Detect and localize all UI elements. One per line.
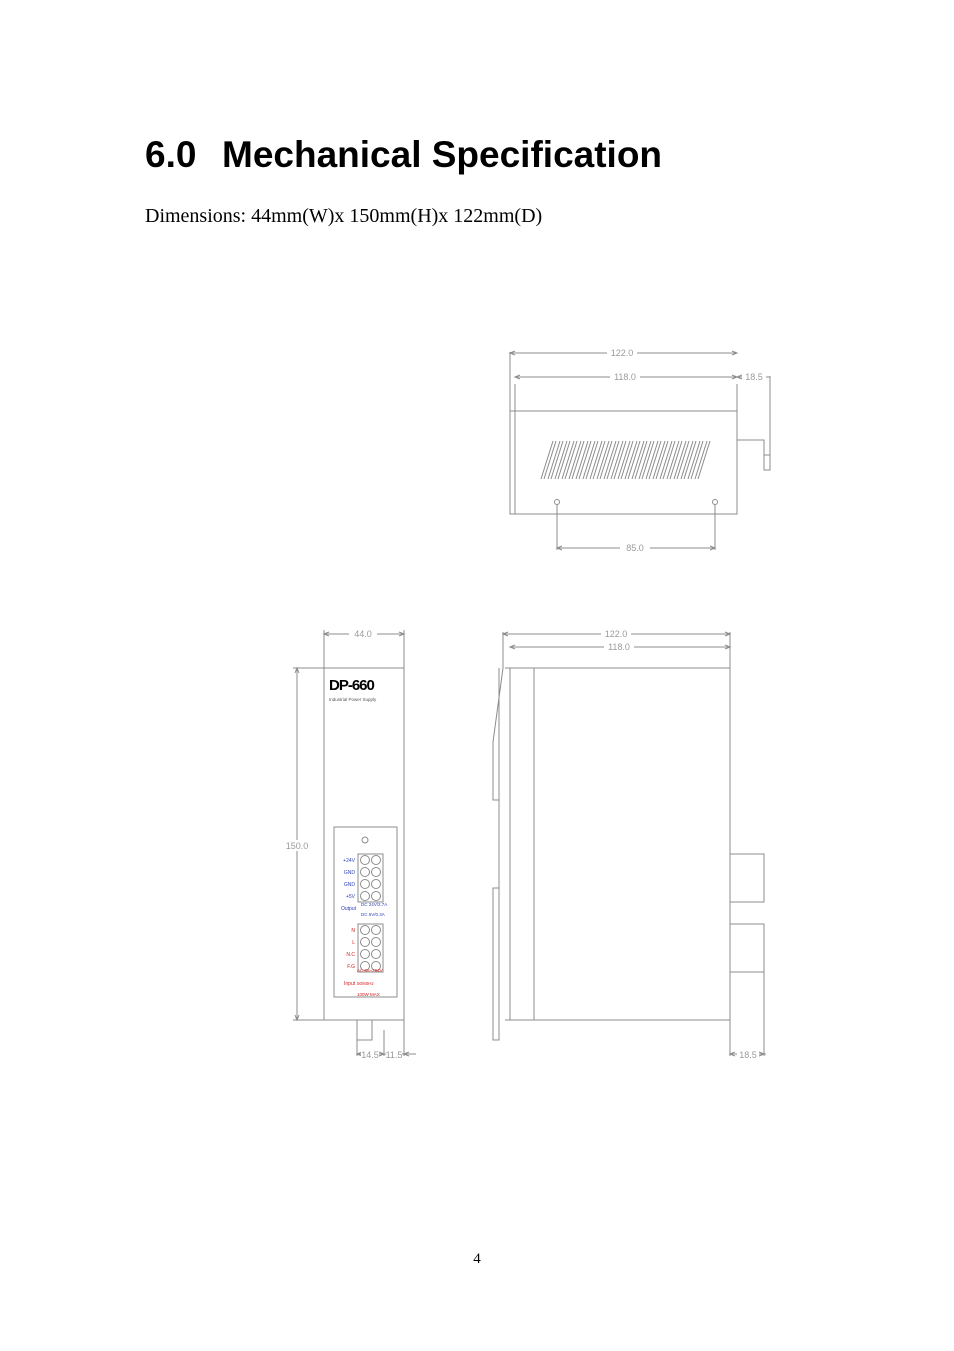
section-title: Mechanical Specification: [222, 134, 663, 175]
terminal-screw-icon: [372, 950, 381, 959]
terminal-screw-icon: [372, 868, 381, 877]
output-terminal-label: +5V: [345, 894, 355, 900]
front-dim-width: 44.0: [354, 629, 372, 639]
output-terminal-block: [358, 854, 383, 902]
terminal-screw-icon: [361, 950, 370, 959]
brand-subtitle: Industrial Power Supply: [329, 697, 377, 702]
terminal-screw-icon: [372, 926, 381, 935]
side-dim-connector: 18.5: [739, 1050, 757, 1060]
terminal-screw-icon: [361, 892, 370, 901]
brand-logo-text: DP-660: [329, 677, 374, 694]
output-terminal-label: GND: [343, 870, 355, 876]
terminal-screw-icon: [372, 880, 381, 889]
side-view-body: [510, 668, 730, 1020]
side-connector-lower: [730, 924, 764, 972]
side-view: [493, 632, 766, 1056]
side-connector-upper: [730, 854, 764, 902]
din-rail-clip: [357, 1020, 372, 1040]
output-terminal-label: GND: [343, 882, 355, 888]
input-terminal-label: N.C: [346, 952, 355, 958]
side-dim-overall: 122.0: [604, 629, 628, 639]
output-rating-2: DC 5V/0.3A: [361, 912, 385, 917]
output-terminal-label: +24V: [343, 858, 355, 864]
side-rail-profile: [493, 668, 503, 1040]
vent-slots: [541, 441, 710, 479]
top-dim-holes: 85.0: [626, 543, 644, 553]
vent-slot: [541, 441, 553, 479]
front-dim-rail-gap: 11.5: [385, 1050, 403, 1060]
input-rating-3: 100W MAX: [357, 992, 380, 997]
front-dim-height: 150.0: [285, 841, 309, 851]
vent-slot: [698, 441, 710, 479]
input-terminal-label: N: [351, 928, 355, 934]
mount-hole: [555, 500, 560, 505]
side-dim-body: 118.0: [608, 642, 630, 652]
terminal-screw-icon: [361, 880, 370, 889]
input-rating-1: AC 85~264V: [357, 968, 383, 973]
top-view-connector: [737, 376, 770, 470]
terminal-screw-icon: [361, 926, 370, 935]
input-label: Input: [344, 981, 356, 987]
input-rating-2: 50/60Hz: [357, 981, 374, 986]
terminal-screw-icon: [361, 868, 370, 877]
terminal-screw-icon: [372, 892, 381, 901]
terminal-screw-icon: [361, 938, 370, 947]
top-dim-overall: 122.0: [610, 348, 634, 358]
input-terminal-label: L: [352, 940, 355, 946]
terminal-screw-icon: [372, 938, 381, 947]
top-dim-body: 118.0: [614, 372, 636, 382]
power-led-icon: [362, 837, 368, 843]
top-dim-connector: 18.5: [745, 372, 763, 382]
front-dim-rail: 14.5: [361, 1050, 379, 1060]
dimensions-text: Dimensions: 44mm(W)x 150mm(H)x 122mm(D): [145, 205, 543, 227]
input-terminal-block: [358, 924, 383, 972]
terminal-screw-icon: [372, 856, 381, 865]
output-label: Output: [341, 906, 357, 912]
output-rating-1: DC 24V/2.7A: [361, 902, 388, 907]
section-number: 6.0: [145, 134, 197, 175]
mount-hole: [713, 500, 718, 505]
input-terminal-label: F.G: [347, 964, 355, 970]
terminal-screw-icon: [361, 856, 370, 865]
page-number: 4: [473, 1251, 481, 1267]
